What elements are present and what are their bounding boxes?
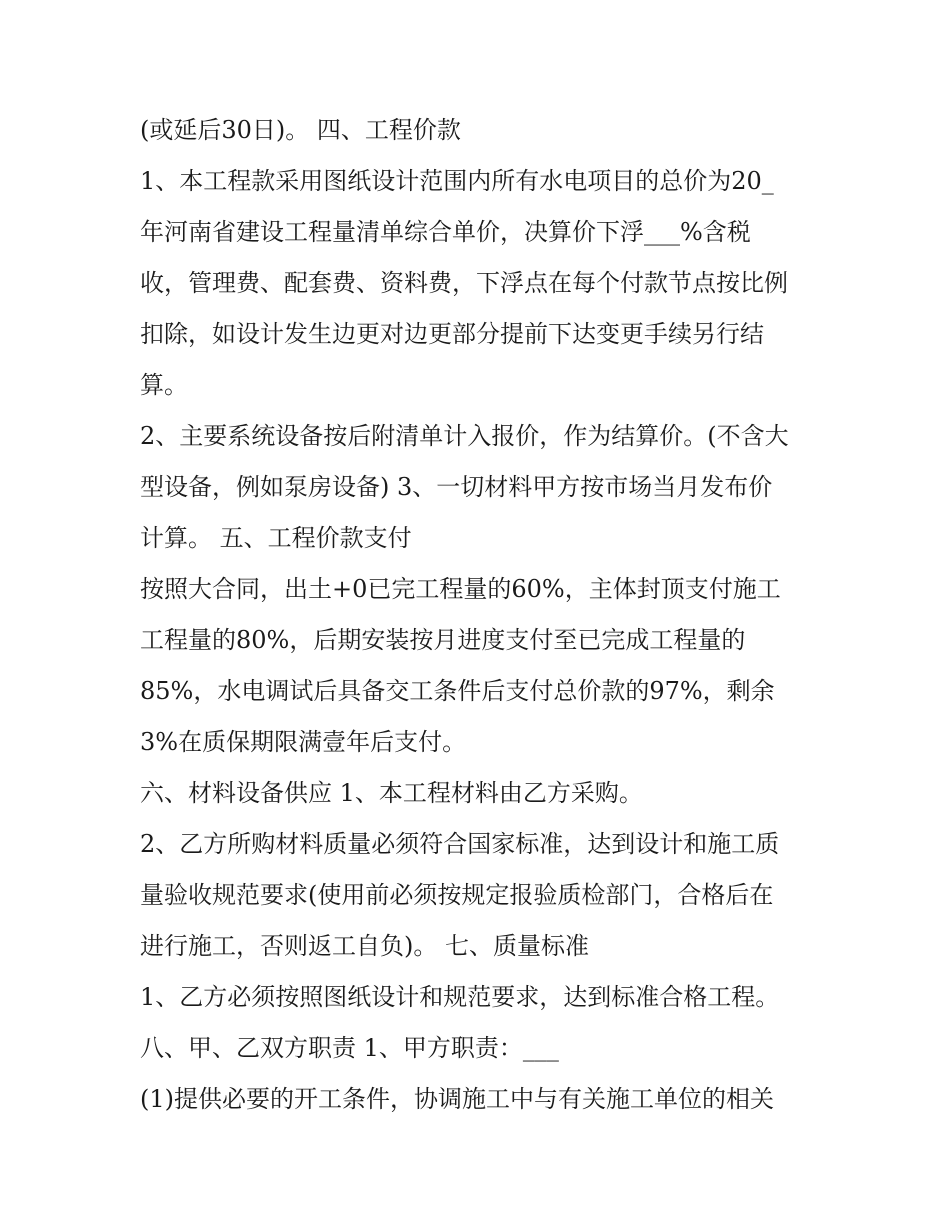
text-line: 八、甲、乙双方职责 1、甲方职责：___ (140, 1034, 559, 1062)
text-line: 型设备，例如泵房设备) 3、一切材料甲方按市场当月发布价 (140, 473, 773, 501)
text-line: 1、本工程款采用图纸设计范围内所有水电项目的总价为20_ (140, 167, 774, 195)
text-line: 量验收规范要求(使用前必须按规定报验质检部门，合格后在 (140, 881, 774, 909)
text-line: 进行施工，否则返工自负)。 七、质量标准 (140, 932, 589, 960)
text-line: 3%在质保期限满壹年后支付。 (140, 728, 467, 756)
text-line: 2、乙方所购材料质量必须符合国家标准，达到设计和施工质 (140, 830, 780, 858)
text-line: 按照大合同，出土+0已完工程量的60%，主体封顶支付施工 (140, 575, 781, 603)
text-line: (或延后30日)。 四、工程价款 (140, 116, 461, 144)
text-line: 收，管理费、配套费、资料费，下浮点在每个付款节点按比例 (140, 269, 788, 297)
text-line: (1)提供必要的开工条件，协调施工中与有关施工单位的相关 (140, 1085, 774, 1113)
text-line: 工程量的80%，后期安装按月进度支付至已完成工程量的 (140, 626, 746, 654)
text-line: 计算。 五、工程价款支付 (140, 524, 412, 552)
text-line: 85%，水电调试后具备交工条件后支付总价款的97%，剩余 (140, 677, 775, 705)
text-line: 年河南省建设工程量清单综合单价，决算价下浮___%含税 (140, 218, 751, 246)
text-line: 扣除，如设计发生边更对边更部分提前下达变更手续另行结 (140, 320, 764, 348)
text-line: 六、材料设备供应 1、本工程材料由乙方采购。 (140, 779, 643, 807)
text-line: 1、乙方必须按照图纸设计和规范要求，达到标准合格工程。 (140, 983, 780, 1011)
text-line: 算。 (140, 371, 188, 399)
text-line: 2、主要系统设备按后附清单计入报价，作为结算价。(不含大 (140, 422, 789, 450)
document-body (140, 108, 830, 1128)
